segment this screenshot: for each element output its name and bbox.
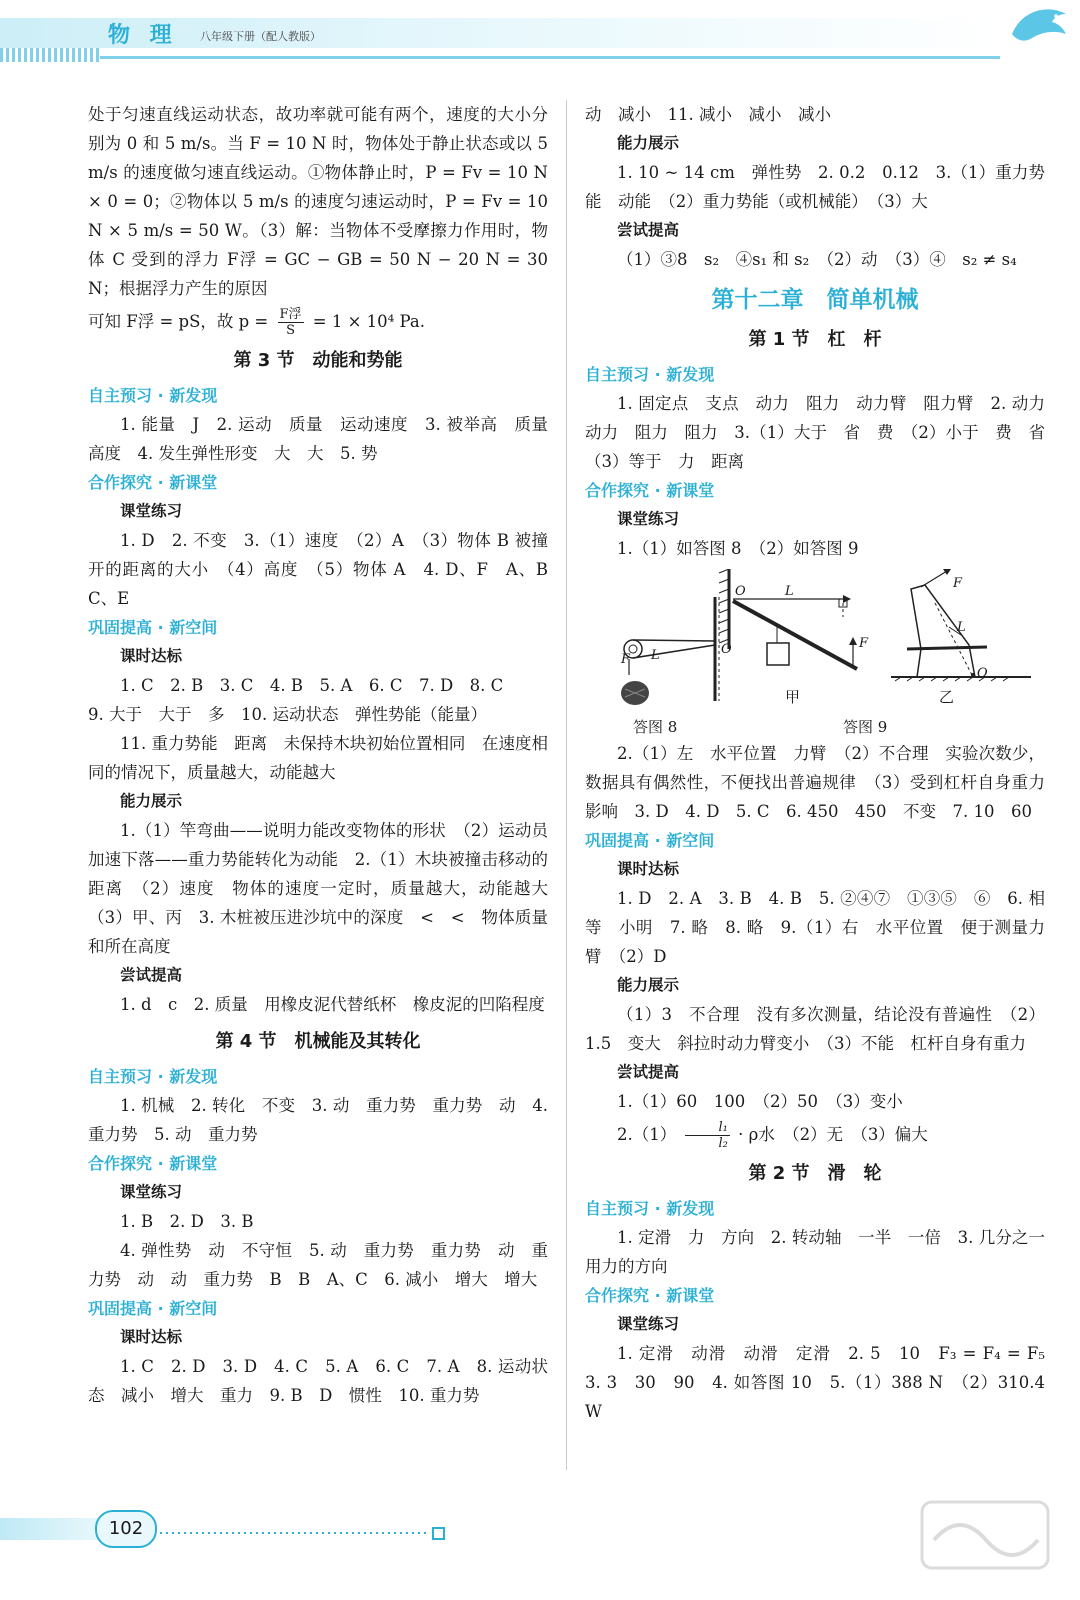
- figure-9a-label-O: O: [735, 584, 746, 599]
- formula-prefix: 2.（1）: [617, 1125, 677, 1144]
- answer-line: 1.（1）60 100 （2）50 （3）变小: [617, 1092, 903, 1111]
- section-label-preview: 自主预习 · 新发现: [585, 365, 715, 384]
- subheading-ability: 能力展示: [120, 792, 183, 810]
- answer-block: （1）③8 s₂ ④s₁ 和 s₂ （2）动 （3）④ s₂ ≠ s₄: [617, 250, 1017, 269]
- figure-9-b-lever: [891, 569, 1041, 689]
- column-divider: [566, 100, 567, 1470]
- continued-answer: 动 减小 11. 减小 减小 减小: [585, 105, 831, 124]
- subheading-try: 尝试提高: [120, 966, 183, 984]
- right-column: [585, 100, 1062, 1426]
- pressure-formula-line: [88, 307, 548, 338]
- answer-block: 1. 10 ~ 14 cm 弹性势 2. 0.2 0.12 3.（1）重力势能 动能 （2）重力势能（或机械能） （3）大: [585, 163, 1045, 211]
- section-label-consolidate: 巩固提高 · 新空间: [88, 618, 218, 637]
- answer-line: 1.（1）如答图 8 （2）如答图 9: [617, 539, 859, 558]
- answer-block: 1. 定滑 动滑 动滑 定滑 2. 5 10 F₃ = F₄ = F₅ 3. 3 30 90 4. 如答图 10 5.（1）388 N （2）310.4 W: [585, 1344, 1062, 1421]
- header-line: [100, 56, 1000, 59]
- subheading-try: 尝试提高: [617, 1063, 680, 1081]
- fraction-denominator: S: [286, 323, 295, 338]
- section-label-preview: 自主预习 · 新发现: [585, 1199, 715, 1218]
- answer-block: 1. 固定点 支点 动力 阻力 动力臂 阻力臂 2. 动力 动力 阻力 阻力 3.（1）大于 省 费 （2）小于 费 省 （3）等于 力 距离: [585, 394, 1062, 471]
- subheading-try: 尝试提高: [617, 221, 680, 239]
- fraction-numerator: F浮: [279, 307, 302, 322]
- figure-9b-label-L: L: [957, 620, 966, 635]
- answer-block: 1. C 2. D 3. D 4. C 5. A 6. C 7. A 8. 运动状态 减小 增大 重力 9. B D 惯性 10. 重力势: [88, 1357, 548, 1405]
- subheading-classroom-practice: 课堂练习: [617, 1315, 680, 1333]
- subheading-ability: 能力展示: [617, 976, 680, 994]
- figure-9b-label-O: O: [977, 666, 988, 681]
- header-ticks: [0, 48, 100, 62]
- subheading-lesson-target: 课时达标: [120, 647, 183, 665]
- footer-band: [0, 1518, 100, 1540]
- figure-9a-label-L: L: [785, 584, 794, 599]
- answer-figures: [585, 569, 1045, 739]
- answer-block: 1. 定滑 力 方向 2. 转动轴 一半 一倍 3. 几分之一 用力的方向: [585, 1228, 1062, 1276]
- subheading-ability: 能力展示: [617, 134, 680, 152]
- chapter-12-heading: 第十二章 简单机械: [711, 287, 919, 313]
- answer-block: 1.（1）竿弯曲——说明力能改变物体的形状 （2）运动员加速下落——重力势能转化为动能 2.（1）木块被撞击移动的距离 （2）速度 物体的速度一定时，质量越大，动能越大 （3）甲、丙 3. 木桩被压进沙坑中的深度 < < 物体质量和所在高度: [88, 821, 565, 956]
- figure-9-caption: 答图 9: [843, 718, 888, 736]
- answer-block: 11. 重力势能 距离 未保持木块初始位置相同 在速度相同的情况下，质量越大，动能越大: [88, 734, 548, 782]
- dolphin-icon: [1008, 0, 1070, 50]
- section-4-heading: 第 4 节 机械能及其转化: [215, 1031, 421, 1052]
- figure-8-label-O: O: [721, 642, 732, 657]
- section-label-explore: 合作探究 · 新课堂: [585, 1286, 715, 1305]
- answer-block: 1. D 2. 不变 3.（1）速度 （2）A （3）物体 B 被撞开的距离的大小 （4）高度 （5）物体 A 4. D、F A、B C、E: [88, 531, 565, 608]
- subheading-classroom-practice: 课堂练习: [617, 510, 680, 528]
- answer-block: （1）3 不合理 没有多次测量，结论没有普遍性 （2）1.5 变大 斜拉时动力臂变小 （3）不能 杠杆自身有重力: [585, 1005, 1045, 1053]
- answer-block: 1. D 2. A 3. B 4. B 5. ②④⑦ ①③⑤ ⑥ 6. 相等 小明 7. 略 8. 略 9.（1）右 水平位置 便于测量力臂 （2）D: [585, 889, 1045, 966]
- formula-suffix: = 1 × 10⁴ Pa.: [312, 312, 425, 331]
- answer-line: 1. B 2. D 3. B: [120, 1212, 254, 1231]
- answer-block: 2.（1）左 水平位置 力臂 （2）不合理 实验次数少，数据具有偶然性，不便找出普遍规律 （3）受到杠杆自身重力影响 3. D 4. D 5. C 6. 450 450 不变 7. 10 60: [585, 744, 1045, 821]
- answer-line: 9. 大于 大于 多 10. 运动状态 弹性势能（能量）: [88, 705, 487, 724]
- formula-suffix: · ρ水 （2）无 （3）偏大: [738, 1125, 928, 1144]
- fraction-numerator: l₁: [685, 1120, 730, 1136]
- answer-block: 4. 弹性势 动 不守恒 5. 动 重力势 重力势 动 重力势 动 动 重力势 B B A、C 6. 减小 增大 增大: [88, 1241, 548, 1289]
- figure-9b-caption: 乙: [939, 688, 955, 706]
- subheading-classroom-practice: 课堂练习: [120, 1183, 183, 1201]
- section-3-heading: 第 3 节 动能和势能: [233, 350, 403, 371]
- page-number: 102: [95, 1510, 157, 1548]
- watermark-logo: [920, 1500, 1050, 1570]
- figure-9b-label-F: F: [953, 576, 963, 591]
- footer-square-icon: [432, 1527, 445, 1540]
- page-header: [0, 0, 1080, 70]
- figure-9a-label-F: F: [859, 636, 869, 651]
- figure-8-label-L: L: [651, 648, 660, 663]
- figure-8-label-F: F: [621, 652, 631, 667]
- answer-block: 1. d c 2. 质量 用橡皮泥代替纸杯 橡皮泥的凹陷程度: [120, 995, 545, 1014]
- book-subtitle: 八年级下册（配人教版）: [200, 30, 321, 43]
- figure-8-caption: 答图 8: [633, 718, 678, 736]
- section-label-consolidate: 巩固提高 · 新空间: [88, 1299, 218, 1318]
- answer-block: 1. 能量 J 2. 运动 质量 运动速度 3. 被举高 质量 高度 4. 发生弹性形变 大 大 5. 势: [88, 415, 565, 463]
- subject-title: 物 理: [108, 22, 178, 48]
- section-label-consolidate: 巩固提高 · 新空间: [585, 831, 715, 850]
- formula-prefix: 可知 F浮 = pS，故 p =: [88, 312, 269, 331]
- continued-paragraph: 处于匀速直线运动状态，故功率就可能有两个，速度的大小分别为 0 和 5 m/s。当 F = 10 N 时，物体处于静止状态或以 5 m/s 的速度做匀速直线运动。①物体静止时，P = Fv = 10 N × 0 = 0；②物体以 5 m/s 的速度匀速运动时，P = Fv = 10 N × 5 m/s = 50 W。（3）解：当物体不受摩擦力作用时，物体 C 受到的浮力 F浮 = GC − GB = 50 N − 20 N = 30 N；根据浮力产生的原因: [88, 105, 548, 298]
- subheading-lesson-target: 课时达标: [120, 1328, 183, 1346]
- subheading-classroom-practice: 课堂练习: [120, 502, 183, 520]
- section-label-explore: 合作探究 · 新课堂: [585, 481, 715, 500]
- answer-block: 1. 机械 2. 转化 不变 3. 动 重力势 重力势 动 4. 重力势 5. 动 重力势: [88, 1096, 548, 1144]
- section-label-preview: 自主预习 · 新发现: [88, 1067, 218, 1086]
- section-1-heading: 第 1 节 杠 杆: [748, 329, 882, 350]
- figure-9a-caption: 甲: [785, 688, 801, 706]
- answer-line: 1. C 2. B 3. C 4. B 5. A 6. C 7. D 8. C: [120, 676, 504, 695]
- section-label-explore: 合作探究 · 新课堂: [88, 1154, 218, 1173]
- section-label-preview: 自主预习 · 新发现: [88, 386, 218, 405]
- section-label-explore: 合作探究 · 新课堂: [88, 473, 218, 492]
- subheading-lesson-target: 课时达标: [617, 860, 680, 878]
- section-2-heading: 第 2 节 滑 轮: [748, 1163, 882, 1184]
- left-column: [88, 100, 565, 1410]
- footer-dotted-line: [160, 1532, 430, 1534]
- density-formula-line: [585, 1120, 1045, 1151]
- fraction-denominator: l₂: [718, 1136, 728, 1151]
